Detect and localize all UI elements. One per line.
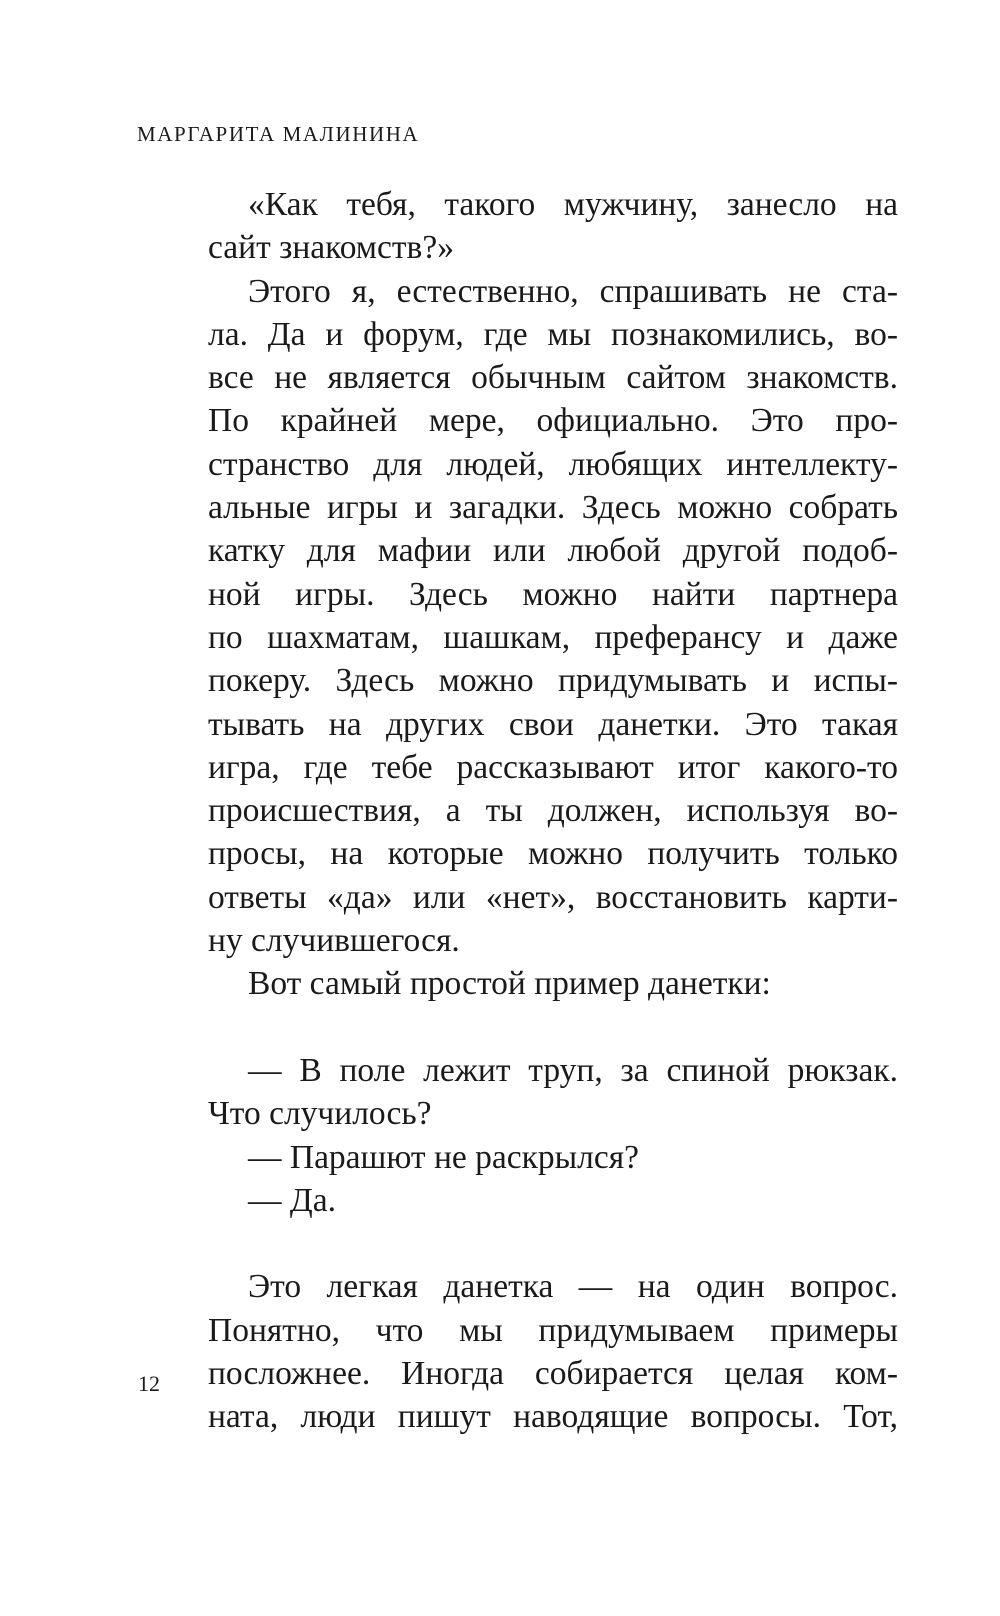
running-header: МАРГАРИТА МАЛИНИНА — [137, 122, 420, 146]
text-line: происшествия, а ты должен, используя во- — [208, 792, 898, 830]
text-line: просы, на которые можно получить только — [208, 835, 898, 873]
text-line: покеру. Здесь можно придумывать и испы- — [208, 662, 898, 700]
text-line: сайт знакомств?» — [208, 229, 454, 267]
dialogue-line: — Да. — [248, 1181, 336, 1219]
text-line: ла. Да и форум, где мы познакомились, во- — [208, 315, 898, 353]
text-line: посложнее. Иногда собирается целая ком- — [208, 1355, 898, 1393]
text-line: «Как тебя, такого мужчину, занесло на — [248, 186, 898, 223]
body-text — [208, 183, 898, 1439]
dialogue-line: — В поле лежит труп, за спиной рюкзак. — [248, 1051, 898, 1089]
paragraph-gap — [208, 1006, 898, 1049]
text-line: ну случившегося. — [208, 922, 460, 960]
text-line: Это легкая данетка — на один вопрос. — [248, 1268, 898, 1306]
dialogue-line: Что случилось? — [208, 1095, 432, 1133]
text-line: игра, где тебе рассказывают итог какого-то — [208, 748, 898, 786]
text-line: ной игры. Здесь можно найти партнера — [208, 575, 898, 613]
text-line: странство для людей, любящих интеллекту- — [208, 445, 898, 483]
paragraph-gap — [208, 1222, 898, 1265]
text-line: Понятно, что мы придумываем примеры — [208, 1311, 898, 1349]
text-line: по шахматам, шашкам, преферансу и даже — [208, 618, 898, 656]
text-line: Вот самый простой пример данетки: — [248, 965, 771, 1003]
text-line: альные игры и загадки. Здесь можно собрать — [208, 489, 898, 527]
text-line: катку для мафии или любой другой подоб- — [208, 532, 898, 570]
text-line: ната, люди пишут наводящие вопросы. Тот, — [208, 1398, 898, 1436]
text-line: ответы «да» или «нет», восстановить карти- — [208, 878, 898, 916]
text-line: все не является обычным сайтом знакомств. — [208, 359, 898, 397]
text-line: По крайней мере, официально. Это про- — [208, 402, 898, 440]
text-line: тывать на других свои данетки. Это такая — [208, 705, 898, 743]
text-line: Этого я, естественно, спрашивать не ста- — [248, 272, 898, 310]
page-number: 12 — [138, 1371, 160, 1396]
dialogue-line: — Парашют не раскрылся? — [248, 1138, 640, 1176]
